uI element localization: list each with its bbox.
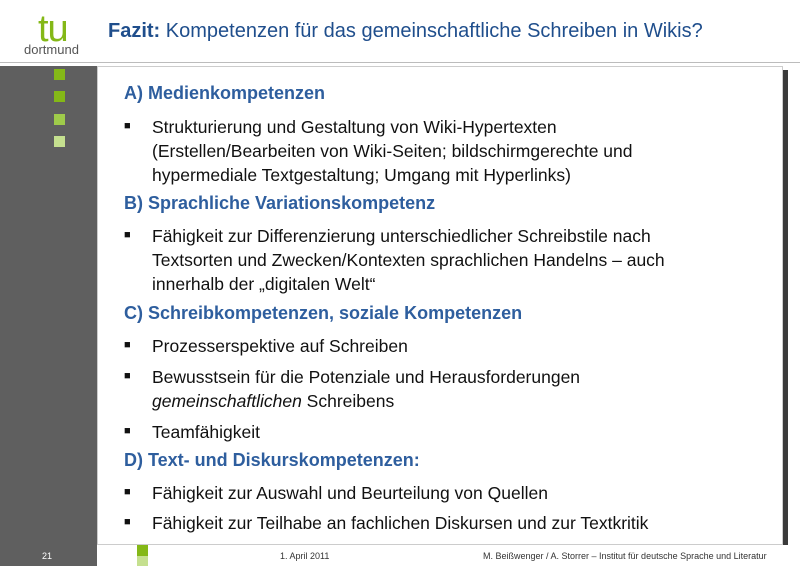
- bullet-icon: ■: [124, 516, 131, 528]
- list-item-line: (Erstellen/Bearbeiten von Wiki-Seiten; bildschirmgerechte und: [152, 141, 633, 161]
- list-item-line: Teamfähigkeit: [152, 422, 260, 442]
- footer-green-square-light: [137, 556, 148, 566]
- bullet-icon: ■: [124, 370, 131, 382]
- section-heading-a: A) Medienkompetenzen: [124, 83, 326, 103]
- list-item: [152, 511, 777, 535]
- list-item-line: Fähigkeit zur Differenzierung unterschiedlicher Schreibstile nach: [152, 226, 651, 246]
- bullet-icon: ■: [124, 425, 131, 437]
- green-square-1: [54, 69, 65, 80]
- list-item-line: hypermediale Textgestaltung; Umgang mit Hyperlinks): [152, 165, 571, 185]
- emphasis-text: gemeinschaftlichen: [152, 391, 302, 411]
- left-sidebar: [0, 66, 97, 545]
- section-heading-c: C) Schreibkompetenzen, soziale Kompetenzen: [124, 303, 523, 323]
- footer-green-square: [137, 545, 148, 556]
- list-item-text: Schreibens: [301, 391, 395, 411]
- list-item-line: innerhalb der „digitalen Welt“: [152, 274, 376, 294]
- footer-date: 1. April 2011: [280, 551, 330, 561]
- list-item: [152, 420, 777, 444]
- slide-title-lead: Fazit:: [108, 20, 161, 42]
- bullet-icon: ■: [124, 339, 131, 351]
- list-item-line: Fähigkeit zur Auswahl und Beurteilung von Quellen: [152, 483, 548, 503]
- slide-header: [0, 0, 800, 66]
- green-square-2: [54, 91, 65, 102]
- header-divider: [0, 62, 800, 63]
- list-item-line: Fähigkeit zur Teilhabe an fachlichen Diskursen und zur Textkritik: [152, 513, 649, 533]
- bullet-icon: ■: [124, 486, 131, 498]
- list-item: [152, 224, 777, 296]
- list-item-line: Prozesserspektive auf Schreiben: [152, 336, 408, 356]
- slide-title-text: Kompetenzen für das gemeinschaftliche Schreiben in Wikis?: [160, 20, 703, 42]
- content-shadow-right: [783, 70, 788, 548]
- bullet-icon: ■: [124, 229, 131, 241]
- list-item: [152, 115, 777, 187]
- logo-city-text: dortmund: [24, 42, 79, 57]
- list-item-line: [152, 389, 777, 413]
- list-item-line: Textsorten und Zwecken/Kontexten sprachlichen Handelns – auch: [152, 250, 665, 270]
- green-square-3: [54, 114, 65, 125]
- list-item-line: Bewusstsein für die Potenziale und Herausforderungen: [152, 367, 581, 387]
- tu-dortmund-logo: [24, 10, 96, 60]
- list-item: [152, 365, 777, 413]
- green-square-4: [54, 136, 65, 147]
- bullet-icon: ■: [124, 120, 131, 132]
- list-item-line: Strukturierung und Gestaltung von Wiki-Hypertexten: [152, 117, 557, 137]
- list-item: [152, 334, 777, 358]
- logo-tu-text: tu: [38, 8, 68, 50]
- slide-title: [108, 20, 703, 43]
- footer-credit: M. Beißwenger / A. Storrer – Institut für deutsche Sprache und Literatur: [483, 551, 767, 561]
- page-number: 21: [42, 551, 53, 561]
- section-heading-d: D) Text- und Diskurskompetenzen:: [124, 450, 420, 470]
- list-item: [152, 481, 777, 505]
- section-heading-b: B) Sprachliche Variationskompetenz: [124, 193, 436, 213]
